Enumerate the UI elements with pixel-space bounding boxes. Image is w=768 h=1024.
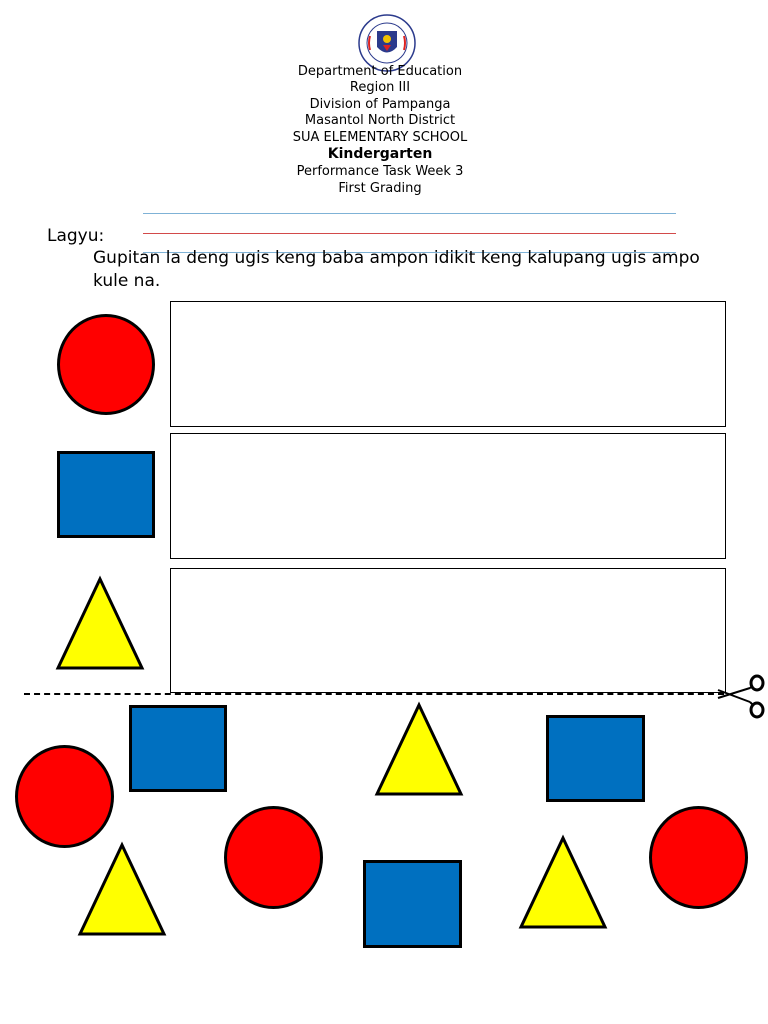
cut-line	[24, 693, 724, 695]
cutout-circle[interactable]	[649, 806, 748, 909]
cutout-square[interactable]	[546, 715, 645, 802]
instructions-label: Lagyu:	[47, 226, 105, 246]
answer-box-square[interactable]	[170, 433, 726, 559]
cutout-square[interactable]	[363, 860, 462, 948]
row-triangle	[55, 575, 145, 671]
cutout-circle[interactable]	[224, 806, 323, 909]
answer-box-circle[interactable]	[170, 301, 726, 427]
cutout-triangle[interactable]	[77, 841, 167, 937]
answer-box-triangle[interactable]	[170, 568, 726, 693]
cutout-square[interactable]	[129, 705, 227, 792]
row-square	[57, 451, 155, 538]
header-school: SUA ELEMENTARY SCHOOL	[292, 130, 468, 145]
header-department: Department of Education	[297, 64, 463, 79]
header-rule-blue	[143, 213, 676, 214]
header-rule-red	[143, 233, 676, 234]
header-division: Division of Pampanga	[309, 97, 451, 112]
header-region: Region III	[349, 80, 411, 95]
instructions-text: Gupitan la deng ugis keng baba ampon idikit keng kalupang ugis ampo kule na.	[93, 248, 700, 291]
row-circle	[57, 314, 155, 415]
scissors-icon	[716, 674, 768, 720]
header-district: Masantol North District	[304, 113, 456, 128]
cutout-circle[interactable]	[15, 745, 114, 848]
header-grade: Kindergarten	[327, 146, 433, 162]
cutout-triangle[interactable]	[374, 701, 464, 797]
cutout-triangle[interactable]	[518, 834, 608, 930]
header-grading: First Grading	[338, 181, 422, 196]
header-task: Performance Task Week 3	[296, 164, 464, 179]
